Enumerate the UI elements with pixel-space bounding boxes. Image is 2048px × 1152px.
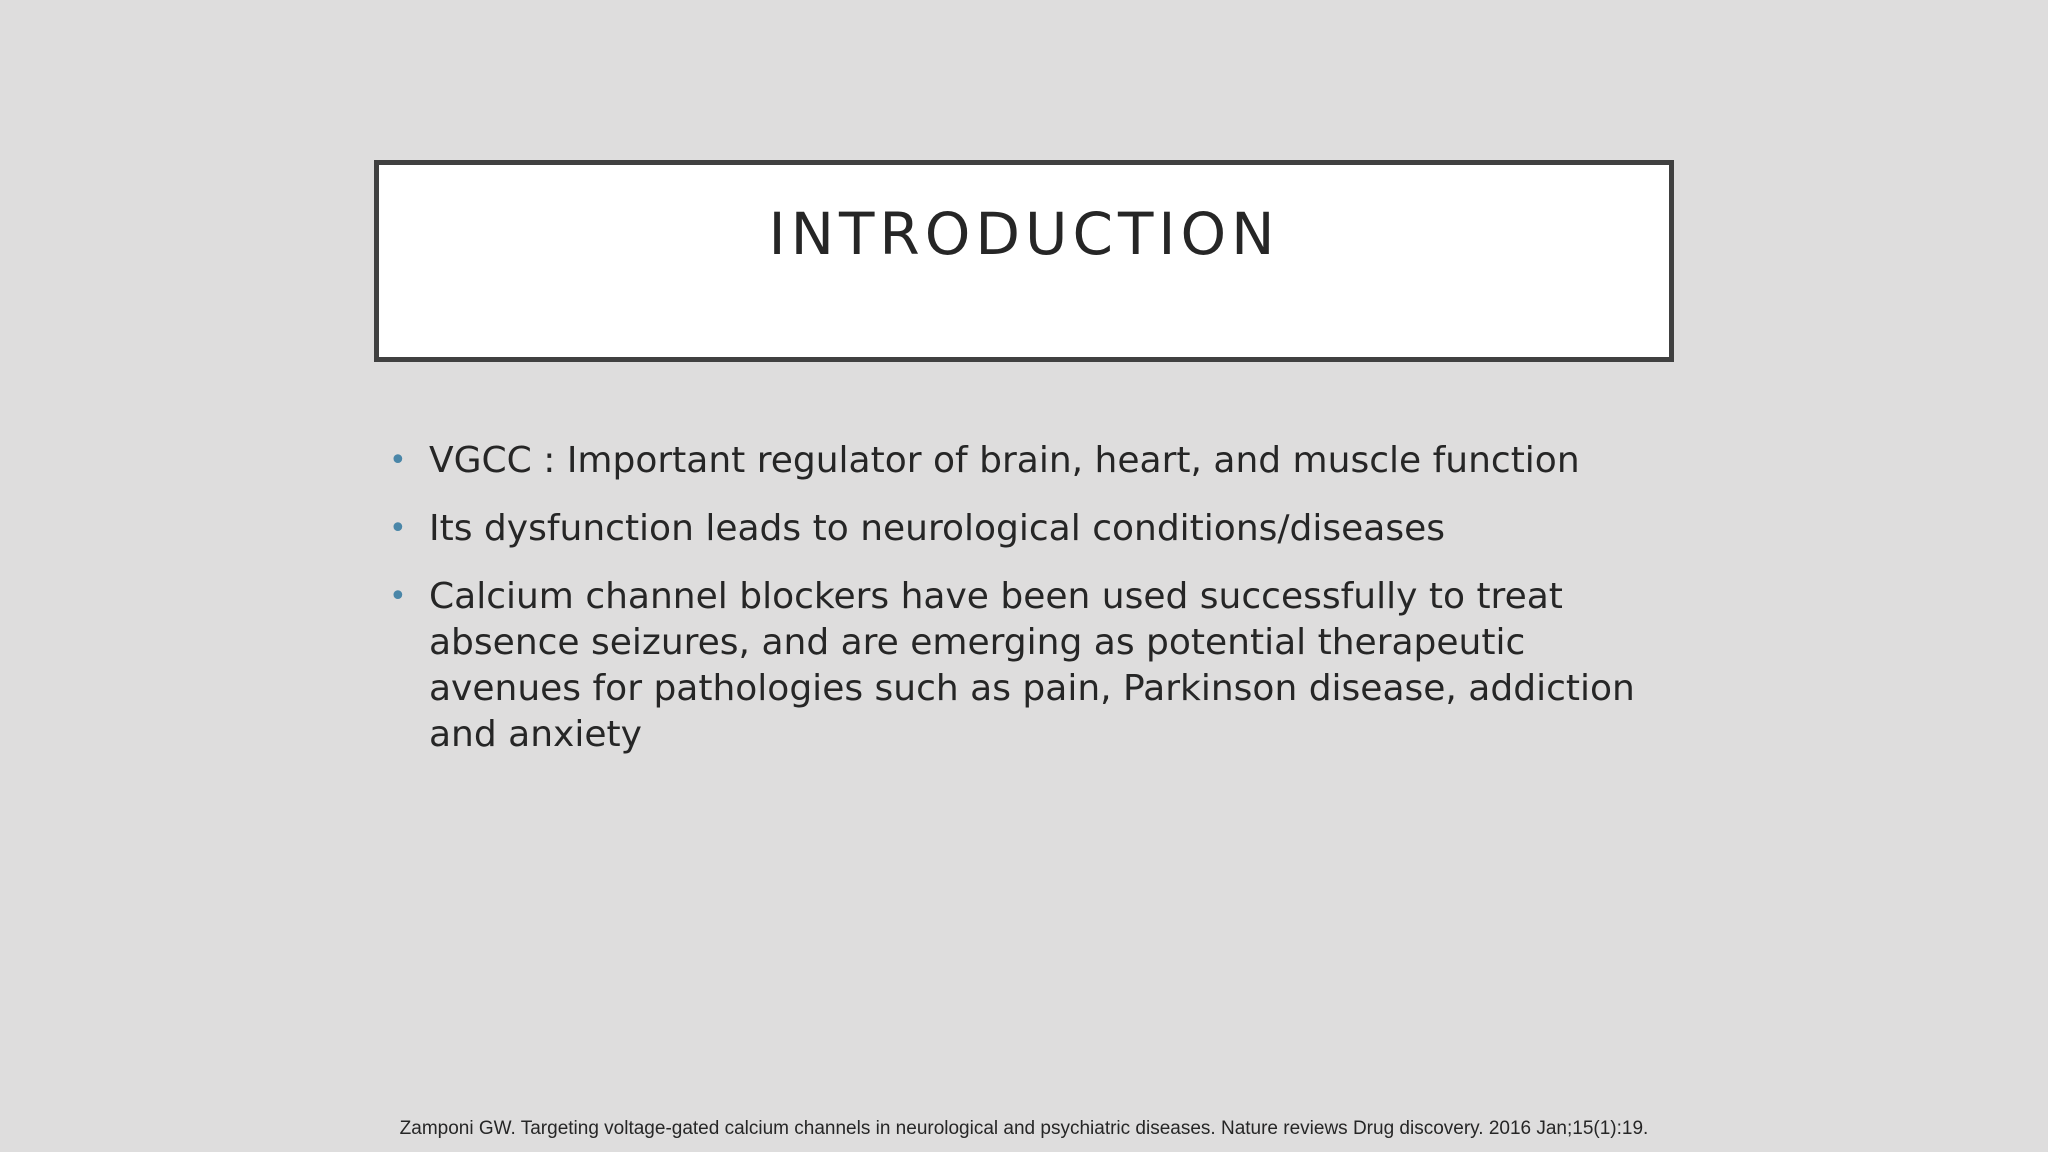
- bullet-icon: •: [389, 579, 407, 614]
- title-box: [374, 160, 1674, 362]
- bullet-item: [385, 438, 1685, 484]
- bullet-icon: •: [389, 511, 407, 546]
- bullet-text: Calcium channel blockers have been used successfully to treat absence seizures, and are emerging as potential therapeutic avenues for pathologies such as pain, Parkinson disease, addiction and anxiety: [429, 576, 1635, 755]
- bullet-icon: •: [389, 443, 407, 478]
- bullet-item: [385, 574, 1685, 758]
- slide-title: INTRODUCTION: [768, 200, 1280, 268]
- bullet-list: [385, 438, 1685, 780]
- bullet-item: [385, 506, 1685, 552]
- bullet-text: VGCC : Important regulator of brain, heart, and muscle function: [429, 440, 1580, 481]
- citation: Zamponi GW. Targeting voltage-gated calcium channels in neurological and psychiatric diseases. Nature reviews Drug discovery. 2016 Jan;15(1):19.: [399, 1118, 1649, 1139]
- bullet-text: Its dysfunction leads to neurological conditions/diseases: [429, 508, 1445, 549]
